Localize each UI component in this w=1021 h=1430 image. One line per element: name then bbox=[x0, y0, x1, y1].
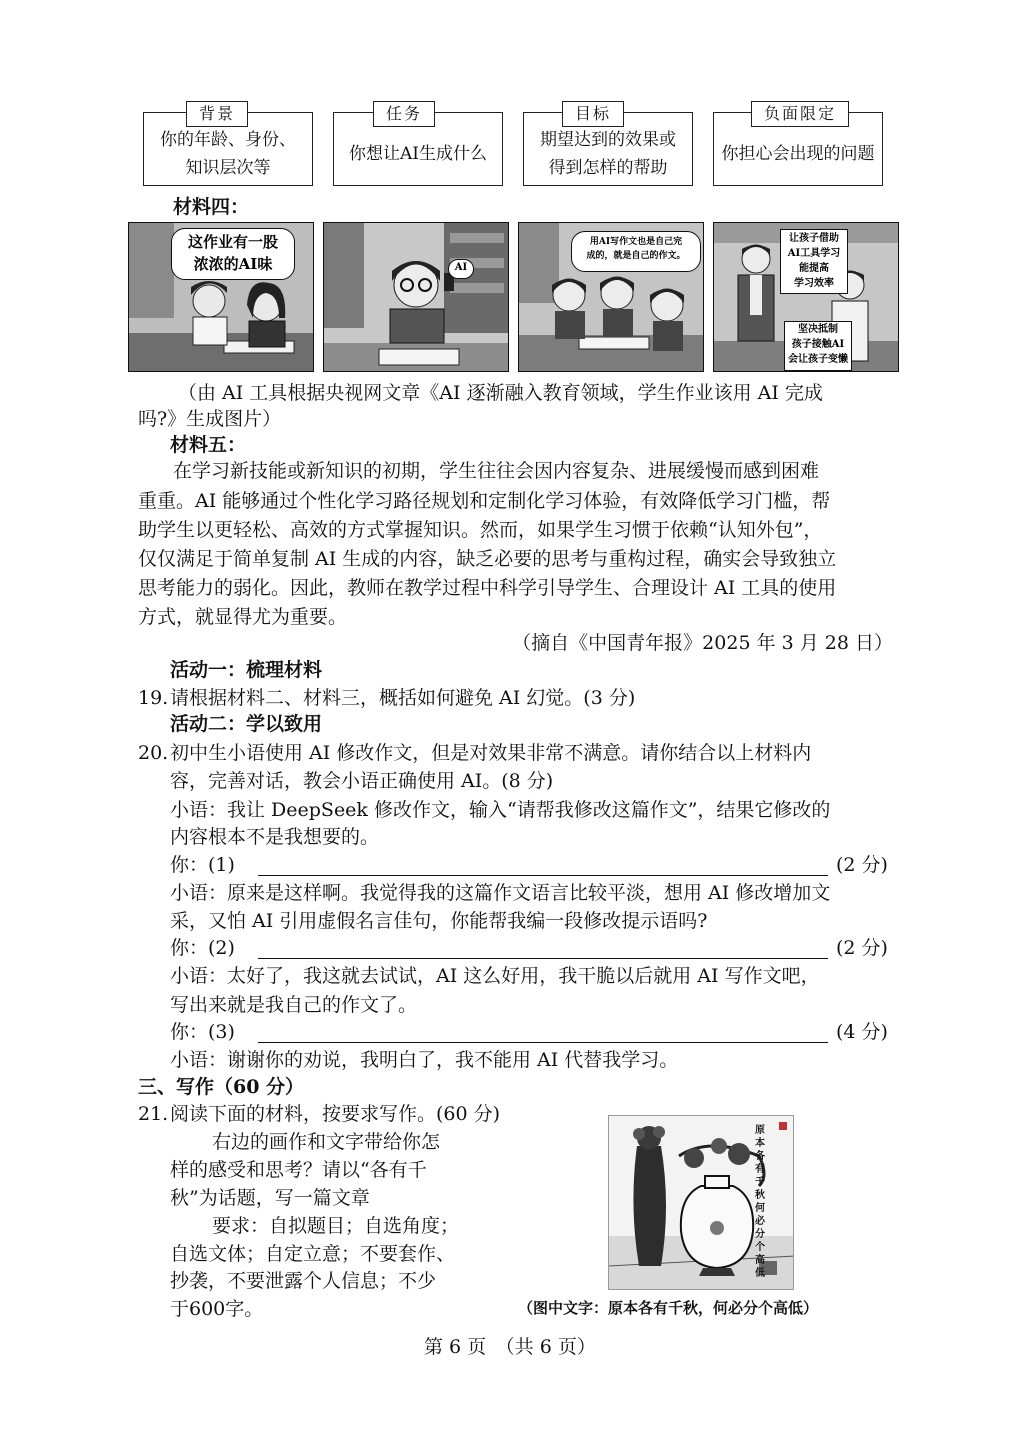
q20-intro-line: 初中生小语使用 AI 修改作文，但是对效果非常不满意。请你结合以上材料内 bbox=[170, 742, 812, 764]
q19-text: 请根据材料二、材料三，概括如何避免 AI 幻觉。(3 分) bbox=[170, 687, 636, 709]
q21-body-line: 抄袭，不要泄露个人信息；不少 bbox=[170, 1270, 437, 1292]
painting-calligraphy: 原本各有千秋何必分个高低 bbox=[755, 1125, 765, 1279]
activity1-heading: 活动一：梳理材料 bbox=[170, 659, 323, 681]
prompt-element-title: 背景 bbox=[186, 101, 248, 127]
material4-heading: 材料四： bbox=[173, 196, 250, 218]
prompt-element-desc: 期望达到的效果或 bbox=[540, 130, 676, 150]
q21-body-line: 右边的画作和文字带给你怎 bbox=[212, 1131, 441, 1153]
sign-line: 能提高 bbox=[799, 263, 829, 274]
prompt-element-desc: 你的年龄、身份、 bbox=[160, 130, 296, 150]
q21-body-line: 秋”为话题，写一篇文章 bbox=[170, 1187, 370, 1209]
answer-blank-1[interactable] bbox=[258, 875, 828, 876]
sign-line: 让孩子借助 bbox=[789, 233, 839, 244]
speech-bubble bbox=[571, 231, 701, 272]
dialogue-xiaoyu-1: 小语：我让 DeepSeek 修改作文，输入“请帮我修改这篇作文”，结果它修改的 bbox=[170, 799, 831, 821]
sign-line: AI工具学习 bbox=[787, 248, 841, 259]
answer-blank-3[interactable] bbox=[258, 1042, 828, 1043]
speech-bubble bbox=[171, 228, 295, 280]
material5-source: （摘自《中国青年报》2025 年 3 月 28 日） bbox=[512, 632, 893, 654]
comic-caption-line: 吗?》生成图片） bbox=[138, 408, 282, 430]
answer-score-1: (2 分) bbox=[836, 854, 888, 876]
section3-heading: 三、写作（60 分） bbox=[138, 1076, 305, 1098]
sign-line: 学习效率 bbox=[794, 278, 834, 289]
comic-panel-1 bbox=[128, 222, 314, 372]
dialogue-xiaoyu-3: 小语：太好了，我这就去试试，AI 这么好用，我干脆以后就用 AI 写作文吧， bbox=[170, 965, 820, 987]
prompt-element-desc: 得到怎样的帮助 bbox=[548, 158, 668, 178]
material5-heading: 材料五： bbox=[170, 434, 247, 456]
q21-number: 21. bbox=[138, 1103, 169, 1125]
answer-label-3: 你：(3) bbox=[170, 1021, 235, 1043]
sign-line: 会让孩子变懒 bbox=[788, 354, 848, 365]
answer-blank-2[interactable] bbox=[258, 958, 828, 959]
material5-line: 在学习新技能或新知识的初期，学生往往会因内容复杂、进展缓慢而感到困难 bbox=[173, 460, 820, 482]
q20-intro-line: 容，完善对话，教会小语正确使用 AI。(8 分) bbox=[170, 770, 554, 792]
dialogue-xiaoyu-2: 小语：原来是这样啊。我觉得我的这篇作文语言比较平淡，想用 AI 修改增加文 bbox=[170, 882, 831, 904]
answer-label-2: 你：(2) bbox=[170, 937, 235, 959]
material5-line: 思考能力的弱化。因此，教师在教学过程中科学引导学生、合理设计 AI 工具的使用 bbox=[138, 577, 837, 599]
q21-body-line: 自选文体；自定立意；不要套作、 bbox=[170, 1243, 456, 1265]
dialogue-xiaoyu-3: 写出来就是我自己的作文了。 bbox=[170, 994, 418, 1016]
bubble-line: 浓浓的AI味 bbox=[193, 255, 273, 273]
q19-number: 19. bbox=[138, 687, 169, 709]
q20-number: 20. bbox=[138, 742, 169, 764]
q21-body-line: 于600字。 bbox=[170, 1298, 264, 1320]
seal-stamp bbox=[779, 1122, 787, 1130]
comic-panel-4 bbox=[713, 222, 899, 372]
dialogue-xiaoyu-2: 采，又怕 AI 引用虚假名言佳句，你能帮我编一段修改提示语吗? bbox=[170, 910, 708, 932]
vase-painting-illustration bbox=[609, 1116, 794, 1290]
prompt-element-desc: 你想让AI生成什么 bbox=[349, 144, 487, 164]
ai-label: AI bbox=[448, 259, 474, 279]
answer-score-3: (4 分) bbox=[836, 1021, 888, 1043]
q21-body-line: 样的感受和思考？请以“各有千 bbox=[170, 1159, 427, 1181]
prompt-element-desc: 知识层次等 bbox=[185, 158, 271, 178]
comic-caption-line: （由 AI 工具根据央视网文章《AI 逐渐融入教育领域，学生作业该用 AI 完成 bbox=[178, 382, 823, 404]
q21-lead: 阅读下面的材料，按要求写作。(60 分) bbox=[170, 1103, 501, 1125]
prompt-element-title: 负面限定 bbox=[751, 101, 849, 127]
material5-line: 方式，就显得尤为重要。 bbox=[138, 606, 348, 628]
student-phone-illustration bbox=[324, 223, 509, 372]
bubble-line: 成的，就是自己的作文。 bbox=[586, 251, 686, 261]
comic-panel-3 bbox=[518, 222, 704, 372]
bubble-line: 这作业有一股 bbox=[187, 233, 278, 251]
dialogue-xiaoyu-1: 内容根本不是我想要的。 bbox=[170, 826, 380, 848]
sign-bottom bbox=[784, 321, 852, 371]
prompt-element-title: 任务 bbox=[373, 101, 435, 127]
material5-line: 仅仅满足于简单复制 AI 生成的内容，缺乏必要的思考与重构过程，确实会导致独立 bbox=[138, 548, 837, 570]
answer-label-1: 你：(1) bbox=[170, 854, 235, 876]
vase-painting bbox=[608, 1115, 794, 1290]
material5-line: 重重。AI 能够通过个性化学习路径规划和定制化学习体验，有效降低学习门槛，帮 bbox=[138, 490, 831, 512]
sign-line: 坚决抵制 bbox=[798, 324, 838, 335]
dialogue-xiaoyu-4: 小语：谢谢你的劝说，我明白了，我不能用 AI 代替我学习。 bbox=[170, 1049, 679, 1071]
bubble-line: 用AI写作文也是自己完 bbox=[589, 237, 683, 247]
q21-body-line: 要求：自拟题目；自选角度； bbox=[212, 1215, 460, 1237]
material5-line: 助学生以更轻松、高效的方式掌握知识。然而，如果学生习惯于依赖“认知外包”， bbox=[138, 519, 823, 541]
sign-top bbox=[780, 229, 848, 294]
activity2-heading: 活动二：学以致用 bbox=[170, 713, 323, 735]
painting-caption: （图中文字：原本各有千秋，何必分个高低） bbox=[518, 1299, 819, 1317]
page-footer: 第 6 页 （共 6 页） bbox=[424, 1336, 596, 1358]
comic-panel-2 bbox=[323, 222, 509, 372]
sign-line: 孩子接触AI bbox=[791, 339, 845, 350]
answer-score-2: (2 分) bbox=[836, 937, 888, 959]
prompt-element-desc: 你担心会出现的问题 bbox=[721, 144, 875, 164]
prompt-element-title: 目标 bbox=[562, 101, 624, 127]
